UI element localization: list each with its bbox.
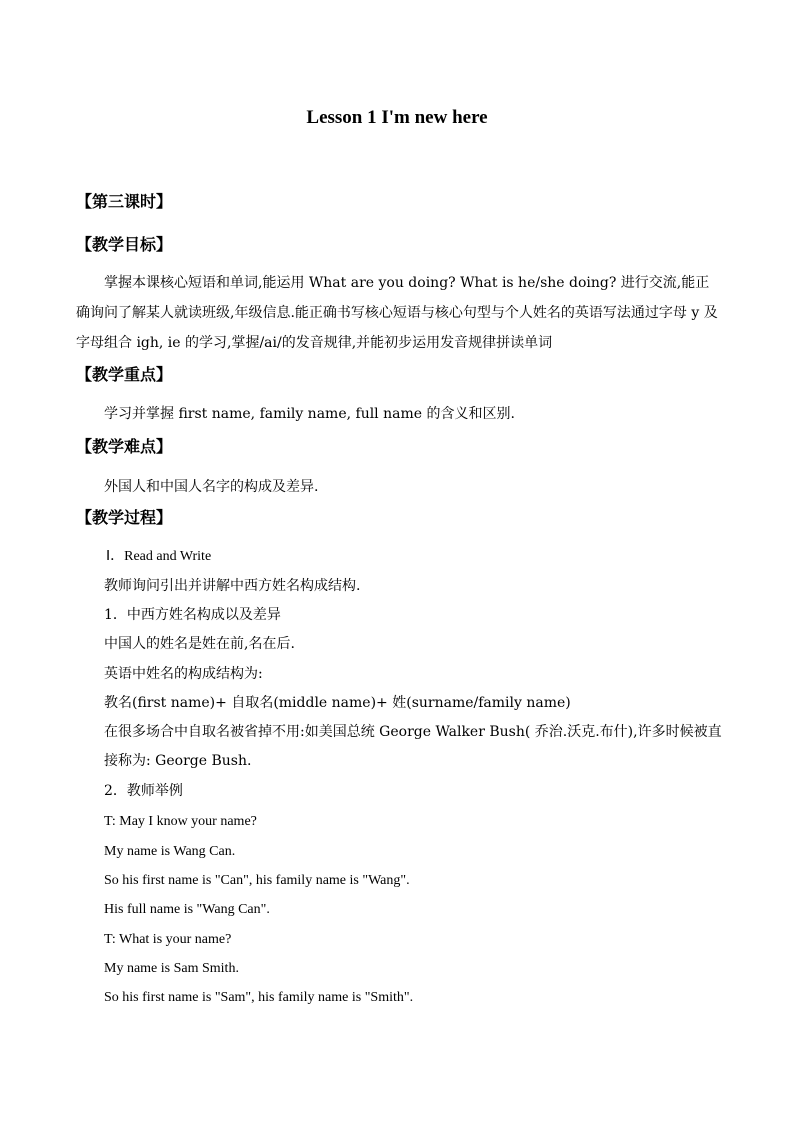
- process-line: 教师询问引出并讲解中西方姓名构成结构.: [104, 578, 361, 594]
- process-line: His full name is "Wang Can".: [104, 902, 270, 917]
- process-line: My name is Wang Can.: [104, 844, 236, 859]
- objectives-heading: 【教学目标】: [76, 235, 173, 254]
- key-points-text: 学习并掌握 first name, family name, full name 的含义和区别.: [104, 406, 515, 422]
- key-points-heading: 【教学重点】: [76, 365, 173, 384]
- process-line: 2．教师举例: [104, 783, 183, 799]
- process-line: T: May I know your name?: [104, 814, 257, 829]
- lesson-period-heading: 【第三课时】: [76, 192, 173, 211]
- process-line: So his first name is "Sam", his family name is "Smith".: [104, 990, 414, 1005]
- process-line: 在很多场合中自取名被省掉不用:如美国总统 George Walker Bush( 乔治.沃克.布什),许多时候被直接称为: George Bush.: [104, 724, 722, 769]
- process-step-1: Ⅰ．Read and Write: [106, 549, 212, 564]
- process-line: 1．中西方姓名构成以及差异: [104, 607, 281, 623]
- difficulties-text: 外国人和中国人名字的构成及差异.: [104, 479, 319, 495]
- process-line: 教名(first name)+ 自取名(middle name)+ 姓(surname/family name): [104, 695, 571, 711]
- process-line: 英语中姓名的构成结构为:: [104, 666, 263, 682]
- process-line: 中国人的姓名是姓在前,名在后.: [104, 636, 295, 652]
- difficulties-heading: 【教学难点】: [76, 437, 173, 456]
- process-line: So his first name is "Can", his family name is "Wang".: [104, 873, 410, 888]
- page-title: Lesson 1 I'm new here: [306, 107, 488, 128]
- process-line: My name is Sam Smith.: [104, 961, 239, 976]
- process-heading: 【教学过程】: [76, 508, 173, 527]
- process-line: T: What is your name?: [104, 932, 232, 947]
- objectives-paragraph: 掌握本课核心短语和单词,能运用 What are you doing? What is he/she doing? 进行交流,能正确询问了解某人就读班级,年级信息.能正确书写核心短语与核心句型与个人姓名的英语写法通过字母 y 及字母组合 igh, ie 的学习,掌握/ai/的发音规律,并能初步运用发音规律拼读单词: [76, 275, 718, 351]
